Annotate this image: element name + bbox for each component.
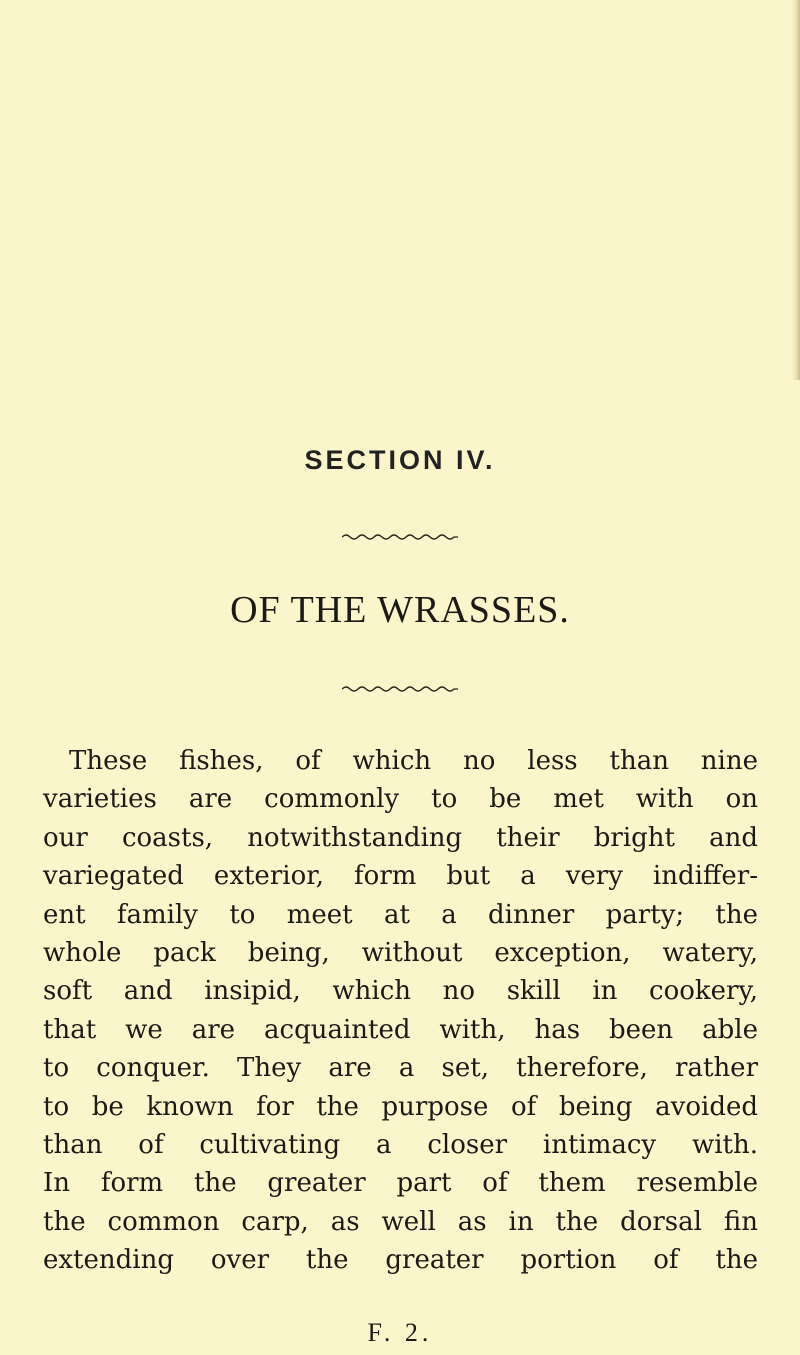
text-line: that we are acquainted with, has been able xyxy=(43,1014,758,1045)
text-line: soft and insipid, which no skill in cookery, xyxy=(43,976,758,1007)
signature-mark: F. 2. xyxy=(367,1318,433,1347)
ornamental-rule-bottom xyxy=(0,685,800,693)
ornamental-rule-top xyxy=(0,533,800,541)
text-line: to be known for the purpose of being avoided xyxy=(43,1091,758,1122)
section-label: SECTION IV. xyxy=(304,445,496,475)
text-line: whole pack being, without exception, watery, xyxy=(43,937,758,968)
text-line: the common carp, as well as in the dorsal fin xyxy=(43,1206,758,1237)
page-edge-shadow xyxy=(792,0,800,380)
text-line: than of cultivating a closer intimacy with. xyxy=(43,1129,758,1160)
text-line: In form the greater part of them resemble xyxy=(43,1168,758,1199)
text-line: These fishes, of which no less than nine xyxy=(69,746,758,776)
text-line: extending over the greater portion of the xyxy=(43,1245,758,1276)
text-line: to conquer. They are a set, therefore, rather xyxy=(43,1053,758,1084)
text-line: ent family to meet at a dinner party; the xyxy=(43,899,758,930)
text-line: variegated exterior, form but a very indiffer- xyxy=(43,861,758,892)
body-paragraph xyxy=(43,742,758,1279)
chapter-title: OF THE WRASSES. xyxy=(230,589,570,631)
text-line: our coasts, notwithstanding their bright and xyxy=(43,822,758,853)
text-line: varieties are commonly to be met with on xyxy=(43,784,758,815)
